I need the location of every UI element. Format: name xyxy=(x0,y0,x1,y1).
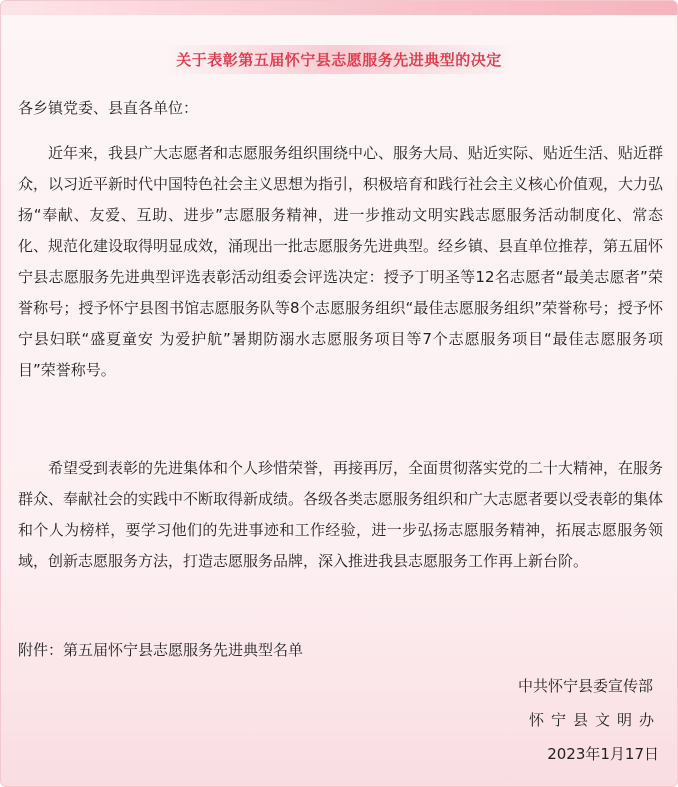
attachment-note: 附件：第五届怀宁县志愿服务先进典型名单 xyxy=(18,641,304,659)
signature-office: 怀宁县文明办 xyxy=(528,711,661,729)
top-decorative-band xyxy=(1,1,677,15)
salutation: 各乡镇党委、县直各单位： xyxy=(18,99,199,117)
document-title: 关于表彰第五届怀宁县志愿服务先进典型的决定 xyxy=(162,45,516,74)
body-paragraph-2: 希望受到表彰的先进集体和个人珍惜荣誉，再接再厉，全面贯彻落实党的二十大精神，在服务群众、奉献社会的实践中不断取得新成绩。各级各类志愿服务组织和广大志愿者要以受表彰的集体和个人为榜样，要学习他们的先进事迹和工作经验，进一步弘扬志愿服务精神，拓展志愿服务领域，创新志愿服务方法，打造志愿服务品牌，深入推进我县志愿服务工作再上新台阶。 xyxy=(18,459,664,570)
title-container xyxy=(1,45,677,74)
signature-date: 2023年1月17日 xyxy=(547,745,659,763)
signature-department: 中共怀宁县委宣传部 xyxy=(517,677,653,695)
body-paragraph-1: 近年来，我县广大志愿者和志愿服务组织围绕中心、服务大局、贴近实际、贴近生活、贴近群众，以习近平新时代中国特色社会主义思想为指引，积极培育和践行社会主义核心价值观，大力弘扬“奉献、友爱、互助、进步”志愿服务精神，进一步推动文明实践志愿服务活动制度化、常态化、规范化建设取得明显成效，涌现出一批志愿服务先进典型。经乡镇、县直单位推荐，第五届怀宁县志愿服务先进典型评选表彰活动组委会评选决定：授予丁明圣等12名志愿者“最美志愿者”荣誉称号；授予怀宁县图书馆志愿服务队等8个志愿服务组织“最佳志愿服务组织”荣誉称号；授予怀宁县妇联“盛夏童安 为爱护航”暑期防溺水志愿服务项目等7个志愿服务项目“最佳志愿服务项目”荣誉称号。 xyxy=(18,144,664,379)
